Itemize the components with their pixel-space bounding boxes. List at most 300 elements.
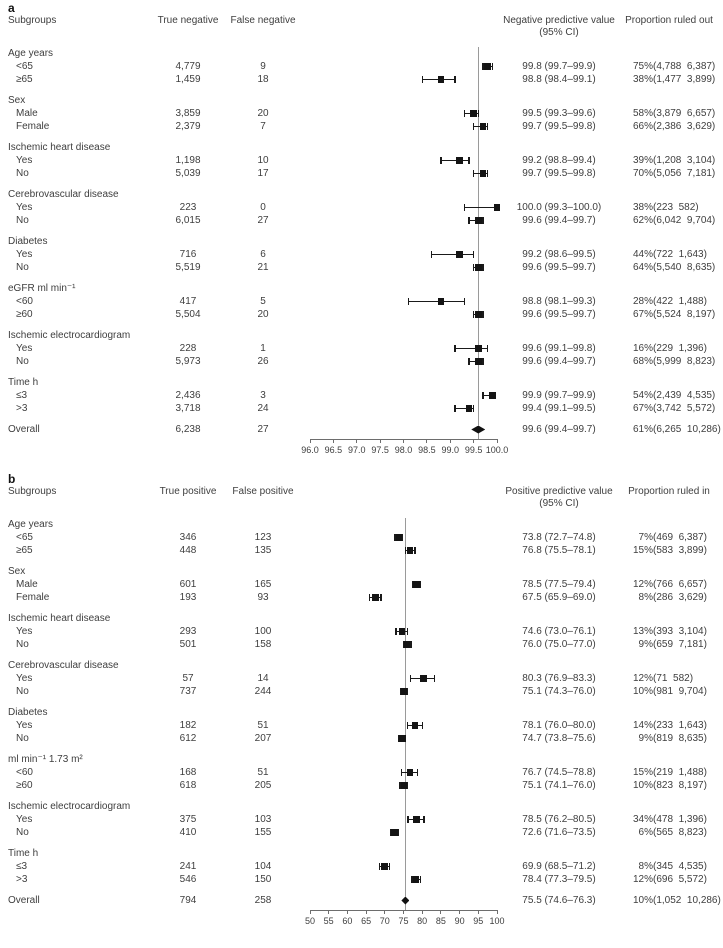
value-ci-text: 78.4 (77.3–79.5) <box>522 874 596 885</box>
ci-cap-left <box>464 204 465 211</box>
count1-value: 57 <box>182 673 194 684</box>
group-label: Sex <box>8 95 26 106</box>
subgroup-row <box>0 732 723 745</box>
point-estimate-marker <box>475 358 482 365</box>
x-axis-tick <box>478 910 479 914</box>
group-label: Sex <box>8 566 26 577</box>
subgroup-group <box>0 612 723 651</box>
proportion-text <box>615 766 723 779</box>
plot-track <box>310 591 497 604</box>
subgroup-row <box>0 766 723 779</box>
subgroup-label: Yes <box>16 202 33 213</box>
proportion-text <box>615 167 723 180</box>
col-header-ppv <box>503 486 615 510</box>
plot-cell <box>298 544 503 557</box>
x-axis-tick-label: 99.5 <box>464 445 483 455</box>
plot-cell <box>298 295 503 308</box>
plot-cell <box>298 685 503 698</box>
count1-value: 223 <box>179 202 197 213</box>
group-label: ml min⁻¹ 1.73 m² <box>8 754 83 765</box>
point-estimate-marker <box>372 594 379 601</box>
count1-value: 193 <box>179 592 197 603</box>
subgroup-row <box>0 389 723 402</box>
subgroup-group <box>0 376 723 415</box>
group-label-row <box>0 659 723 672</box>
col-header-true-negative: True negative <box>157 15 219 26</box>
plot-cell <box>298 591 503 604</box>
count2-value: 26 <box>257 356 269 367</box>
subgroup-row <box>0 342 723 355</box>
ci-cap-right <box>420 876 421 883</box>
subgroup-label: No <box>16 733 29 744</box>
plot-cell <box>298 719 503 732</box>
subgroup-row <box>0 591 723 604</box>
proportion-fraction: (6,265 10,286) <box>653 424 721 435</box>
plot-track <box>310 544 497 557</box>
group-label: Ischemic electrocardiogram <box>8 801 131 812</box>
x-axis-tick-label: 50 <box>304 916 316 926</box>
ci-cap-right <box>473 405 474 412</box>
proportion-text <box>615 894 723 907</box>
proportion-fraction: (393 3,104) <box>653 626 707 637</box>
count1-value: 228 <box>179 343 197 354</box>
subgroup-label: Female <box>16 592 50 603</box>
point-estimate-marker <box>489 392 496 399</box>
plot-track <box>310 685 497 698</box>
plot-cell <box>298 355 503 368</box>
ci-cap-left <box>454 345 455 352</box>
ci-cap-right <box>487 345 488 352</box>
count2-value: 24 <box>257 403 269 414</box>
ci-cap-left <box>408 298 409 305</box>
subgroup-row <box>0 685 723 698</box>
x-axis-tick <box>328 910 329 914</box>
subgroup-group <box>0 141 723 180</box>
proportion-text <box>615 295 723 308</box>
x-axis-tick-label: 99.0 <box>441 445 460 455</box>
proportion-fraction: (981 9,704) <box>653 686 707 697</box>
proportion-fraction: (3,742 5,572) <box>653 403 716 414</box>
proportion-fraction: (5,524 8,197) <box>653 309 716 320</box>
proportion-fraction: (696 5,572) <box>653 874 707 885</box>
ci-cap-right <box>410 641 411 648</box>
value-ci-text: 78.5 (77.5–79.4) <box>522 579 596 590</box>
x-axis-tick-label: 97.0 <box>347 445 366 455</box>
ci-interval <box>441 160 469 161</box>
proportion-text <box>615 73 723 86</box>
count2-value: 7 <box>260 121 266 132</box>
plot-track <box>310 308 497 321</box>
point-estimate-marker <box>438 76 445 83</box>
value-ci-text: 80.3 (76.9–83.3) <box>522 673 596 684</box>
col-header-npv <box>503 15 615 39</box>
x-axis-tick <box>440 910 441 914</box>
col-header-false-positive: False positive <box>232 486 294 497</box>
subgroup-row <box>0 779 723 792</box>
plot-cell <box>298 154 503 167</box>
subgroup-row <box>0 531 723 544</box>
subgroup-label: <60 <box>16 767 33 778</box>
proportion-percent: 9% <box>638 639 653 650</box>
point-estimate-marker <box>480 123 487 130</box>
plot-cell <box>298 201 503 214</box>
proportion-text <box>615 120 723 133</box>
count1-value: 375 <box>179 814 197 825</box>
count1-value: 241 <box>179 861 197 872</box>
subgroup-label: Yes <box>16 720 33 731</box>
plot-track <box>310 120 497 133</box>
value-ci-text: 76.8 (75.5–78.1) <box>522 545 596 556</box>
ci-cap-right <box>468 157 469 164</box>
x-axis-tick <box>384 910 385 914</box>
group-label: Cerebrovascular disease <box>8 660 119 671</box>
group-label: Age years <box>8 519 54 530</box>
ci-cap-left <box>440 157 441 164</box>
plot-track <box>310 860 497 873</box>
count1-value: 1,198 <box>175 155 201 166</box>
ci-cap-right <box>423 816 424 823</box>
subgroup-label: ≥60 <box>16 309 33 320</box>
x-axis-tick-label: 70 <box>379 916 390 926</box>
proportion-percent: 67% <box>632 403 653 414</box>
proportion-text <box>615 685 723 698</box>
subgroup-label: ≥65 <box>16 74 33 85</box>
proportion-text <box>615 578 723 591</box>
x-axis-tick <box>403 910 404 914</box>
point-estimate-marker <box>413 816 420 823</box>
proportion-fraction: (469 6,387) <box>653 532 707 543</box>
col-header-subgroups: Subgroups <box>8 15 57 26</box>
point-estimate-marker <box>475 345 482 352</box>
col-header-ppv-line1: Positive predictive value <box>505 486 613 497</box>
ci-cap-right <box>482 358 483 365</box>
x-axis-tick <box>426 439 427 443</box>
plot-track <box>310 107 497 120</box>
proportion-percent: 12% <box>632 874 653 885</box>
subgroup-label: Overall <box>8 424 40 435</box>
subgroup-row <box>0 355 723 368</box>
ci-interval <box>455 348 488 349</box>
count1-value: 716 <box>179 249 197 260</box>
count2-value: 258 <box>254 895 272 906</box>
count2-value: 27 <box>257 424 269 435</box>
panel-b <box>0 473 723 938</box>
ci-cap-right <box>454 76 455 83</box>
proportion-fraction: (345 4,535) <box>653 861 707 872</box>
count1-value: 417 <box>179 296 197 307</box>
proportion-fraction: (819 8,635) <box>653 733 707 744</box>
subgroup-label: No <box>16 215 29 226</box>
count2-value: 100 <box>254 626 272 637</box>
count1-value: 1,459 <box>175 74 201 85</box>
plot-track <box>310 813 497 826</box>
plot-cell <box>298 107 503 120</box>
plot-cell <box>298 779 503 792</box>
value-ci-text: 75.1 (74.1–76.0) <box>522 780 596 791</box>
count1-value: 6,015 <box>175 215 201 226</box>
count1-value: 612 <box>179 733 197 744</box>
plot-track <box>310 672 497 685</box>
proportion-text <box>615 154 723 167</box>
subgroup-row <box>0 107 723 120</box>
plot-track <box>310 873 497 886</box>
proportion-percent: 13% <box>632 626 653 637</box>
value-ci-text: 99.2 (98.6–99.5) <box>522 249 596 260</box>
x-axis-tick-label: 96.0 <box>301 445 319 455</box>
group-label-row <box>0 235 723 248</box>
count2-value: 207 <box>254 733 272 744</box>
proportion-percent: 28% <box>632 296 653 307</box>
value-ci-text: 75.1 (74.3–76.0) <box>522 686 596 697</box>
point-estimate-marker <box>484 63 491 70</box>
count2-value: 103 <box>254 814 272 825</box>
plot-cell <box>298 342 503 355</box>
proportion-fraction: (223 582) <box>653 202 699 213</box>
plot-track <box>310 167 497 180</box>
point-estimate-marker <box>456 251 463 258</box>
plot-cell <box>298 578 503 591</box>
ci-cap-right <box>407 628 408 635</box>
subgroup-label: No <box>16 686 29 697</box>
count1-value: 168 <box>179 767 197 778</box>
x-axis-tick-label: 90 <box>454 916 465 926</box>
proportion-fraction: (659 7,181) <box>653 639 707 650</box>
subgroup-label: ≤3 <box>16 861 28 872</box>
ci-cap-left <box>369 594 370 601</box>
panel-a-header <box>0 15 723 39</box>
count1-value: 5,973 <box>175 356 201 367</box>
x-axis-tick-label: 80 <box>417 916 428 926</box>
value-ci-text: 99.6 (99.5–99.7) <box>522 309 596 320</box>
proportion-percent: 16% <box>632 343 653 354</box>
plot-track <box>310 214 497 227</box>
plot-cell <box>298 167 503 180</box>
ci-cap-left <box>468 358 469 365</box>
subgroup-row <box>0 813 723 826</box>
proportion-fraction: (766 6,657) <box>653 579 707 590</box>
count2-value: 1 <box>260 343 266 354</box>
count2-value: 20 <box>257 108 269 119</box>
proportion-text <box>615 261 723 274</box>
proportion-text <box>615 625 723 638</box>
plot-track <box>310 402 497 415</box>
proportion-text <box>615 531 723 544</box>
x-axis <box>0 910 723 938</box>
subgroup-row <box>0 638 723 651</box>
count1-value: 346 <box>179 532 197 543</box>
point-estimate-marker <box>412 722 419 729</box>
proportion-percent: 54% <box>632 390 653 401</box>
plot-cell <box>298 766 503 779</box>
count2-value: 158 <box>254 639 272 650</box>
point-estimate-marker <box>480 170 487 177</box>
point-estimate-marker <box>413 581 420 588</box>
count1-value: 3,718 <box>175 403 201 414</box>
proportion-percent: 14% <box>632 720 653 731</box>
proportion-percent: 44% <box>632 249 653 260</box>
proportion-text <box>615 201 723 214</box>
proportion-text <box>615 342 723 355</box>
plot-cell <box>298 423 503 436</box>
x-axis <box>0 439 723 467</box>
subgroup-row <box>0 295 723 308</box>
proportion-fraction: (422 1,488) <box>653 296 707 307</box>
group-label-row <box>0 141 723 154</box>
proportion-text <box>615 214 723 227</box>
ci-interval <box>432 254 474 255</box>
proportion-fraction: (6,042 9,704) <box>653 215 716 226</box>
count2-value: 10 <box>257 155 269 166</box>
value-ci-text: 78.5 (76.2–80.5) <box>522 814 596 825</box>
subgroup-row <box>0 120 723 133</box>
point-estimate-marker <box>475 217 482 224</box>
plot-track <box>310 826 497 839</box>
group-label: Time h <box>8 377 39 388</box>
ci-cap-right <box>402 534 403 541</box>
subgroup-row <box>0 154 723 167</box>
count2-value: 21 <box>257 262 269 273</box>
group-label-row <box>0 376 723 389</box>
proportion-percent: 39% <box>632 155 653 166</box>
proportion-text <box>615 60 723 73</box>
group-label-row <box>0 188 723 201</box>
proportion-fraction: (1,052 10,286) <box>653 895 721 906</box>
proportion-text <box>615 732 723 745</box>
proportion-fraction: (478 1,396) <box>653 814 707 825</box>
proportion-fraction: (233 1,643) <box>653 720 707 731</box>
ci-cap-left <box>454 405 455 412</box>
proportion-text <box>615 402 723 415</box>
plot-track <box>310 342 497 355</box>
count2-value: 6 <box>260 249 266 260</box>
ci-cap-right <box>487 123 488 130</box>
subgroup-group <box>0 847 723 886</box>
proportion-percent: 7% <box>638 532 653 543</box>
value-ci-text: 99.6 (99.4–99.7) <box>522 215 596 226</box>
subgroup-label: ≤3 <box>16 390 28 401</box>
point-estimate-marker <box>404 641 411 648</box>
x-axis-tick <box>450 439 451 443</box>
plot-cell <box>298 389 503 402</box>
group-label-row <box>0 518 723 531</box>
count1-value: 794 <box>179 895 197 906</box>
subgroup-label: Yes <box>16 814 33 825</box>
subgroup-group <box>0 329 723 368</box>
subgroup-label: No <box>16 639 29 650</box>
col-header-subgroups: Subgroups <box>8 486 57 497</box>
count2-value: 93 <box>257 592 269 603</box>
plot-track <box>310 732 497 745</box>
ci-cap-left <box>473 170 474 177</box>
subgroup-row <box>0 719 723 732</box>
col-header-proportion-ruled-out: Proportion ruled out <box>625 15 713 26</box>
ci-cap-right <box>464 298 465 305</box>
count1-value: 737 <box>179 686 197 697</box>
count2-value: 20 <box>257 309 269 320</box>
ci-cap-left <box>431 251 432 258</box>
proportion-fraction: (5,540 8,635) <box>653 262 716 273</box>
subgroup-group <box>0 94 723 133</box>
proportion-percent: 70% <box>632 168 653 179</box>
count2-value: 104 <box>254 861 272 872</box>
panel-a-letter: a <box>8 1 15 15</box>
ci-cap-right <box>414 547 415 554</box>
proportion-fraction: (2,439 4,535) <box>653 390 716 401</box>
subgroup-label: Male <box>16 108 38 119</box>
group-label-row <box>0 565 723 578</box>
subgroup-row <box>0 672 723 685</box>
ci-cap-left <box>401 769 402 776</box>
value-ci-text: 99.7 (99.5–99.8) <box>522 168 596 179</box>
x-axis-tick-label: 100 <box>489 916 505 926</box>
subgroup-label: No <box>16 262 29 273</box>
proportion-text <box>615 826 723 839</box>
point-estimate-marker <box>456 157 463 164</box>
proportion-percent: 9% <box>638 733 653 744</box>
plot-cell <box>298 672 503 685</box>
value-ci-text: 99.6 (99.4–99.7) <box>522 356 596 367</box>
count2-value: 123 <box>254 532 272 543</box>
subgroup-group <box>0 282 723 321</box>
point-estimate-marker <box>494 204 501 211</box>
subgroup-label: Yes <box>16 626 33 637</box>
reference-line <box>405 518 406 910</box>
panel-b-letter: b <box>8 472 16 486</box>
overall-diamond-marker <box>401 897 409 905</box>
count1-value: 5,039 <box>175 168 201 179</box>
count1-value: 4,779 <box>175 61 201 72</box>
count2-value: 0 <box>260 202 266 213</box>
group-label: Age years <box>8 48 54 59</box>
subgroup-label: Male <box>16 579 38 590</box>
count1-value: 546 <box>179 874 197 885</box>
proportion-fraction: (219 1,488) <box>653 767 707 778</box>
x-axis-tick <box>366 910 367 914</box>
subgroup-row <box>0 73 723 86</box>
point-estimate-marker <box>475 264 482 271</box>
subgroup-row <box>0 167 723 180</box>
x-axis-tick-label: 75 <box>398 916 409 926</box>
point-estimate-marker <box>399 735 406 742</box>
plot-track <box>310 423 497 436</box>
count1-value: 5,519 <box>175 262 201 273</box>
proportion-percent: 15% <box>632 545 653 556</box>
group-label: Cerebrovascular disease <box>8 189 119 200</box>
proportion-text <box>615 813 723 826</box>
subgroup-group <box>0 565 723 604</box>
ci-cap-left <box>379 863 380 870</box>
subgroup-label: ≥65 <box>16 545 33 556</box>
proportion-percent: 66% <box>632 121 653 132</box>
ci-cap-right <box>422 722 423 729</box>
plot-cell <box>298 813 503 826</box>
subgroup-label: >3 <box>16 874 28 885</box>
ci-cap-left <box>464 110 465 117</box>
plot-cell <box>298 860 503 873</box>
subgroup-label: Yes <box>16 343 33 354</box>
plot-track <box>310 154 497 167</box>
plot-cell <box>298 73 503 86</box>
proportion-percent: 38% <box>632 202 653 213</box>
x-axis-tick <box>497 439 498 443</box>
count2-value: 150 <box>254 874 272 885</box>
count2-value: 51 <box>257 767 269 778</box>
count2-value: 51 <box>257 720 269 731</box>
count1-value: 293 <box>179 626 197 637</box>
group-label: Ischemic heart disease <box>8 613 111 624</box>
proportion-text <box>615 672 723 685</box>
plot-track <box>310 201 497 214</box>
